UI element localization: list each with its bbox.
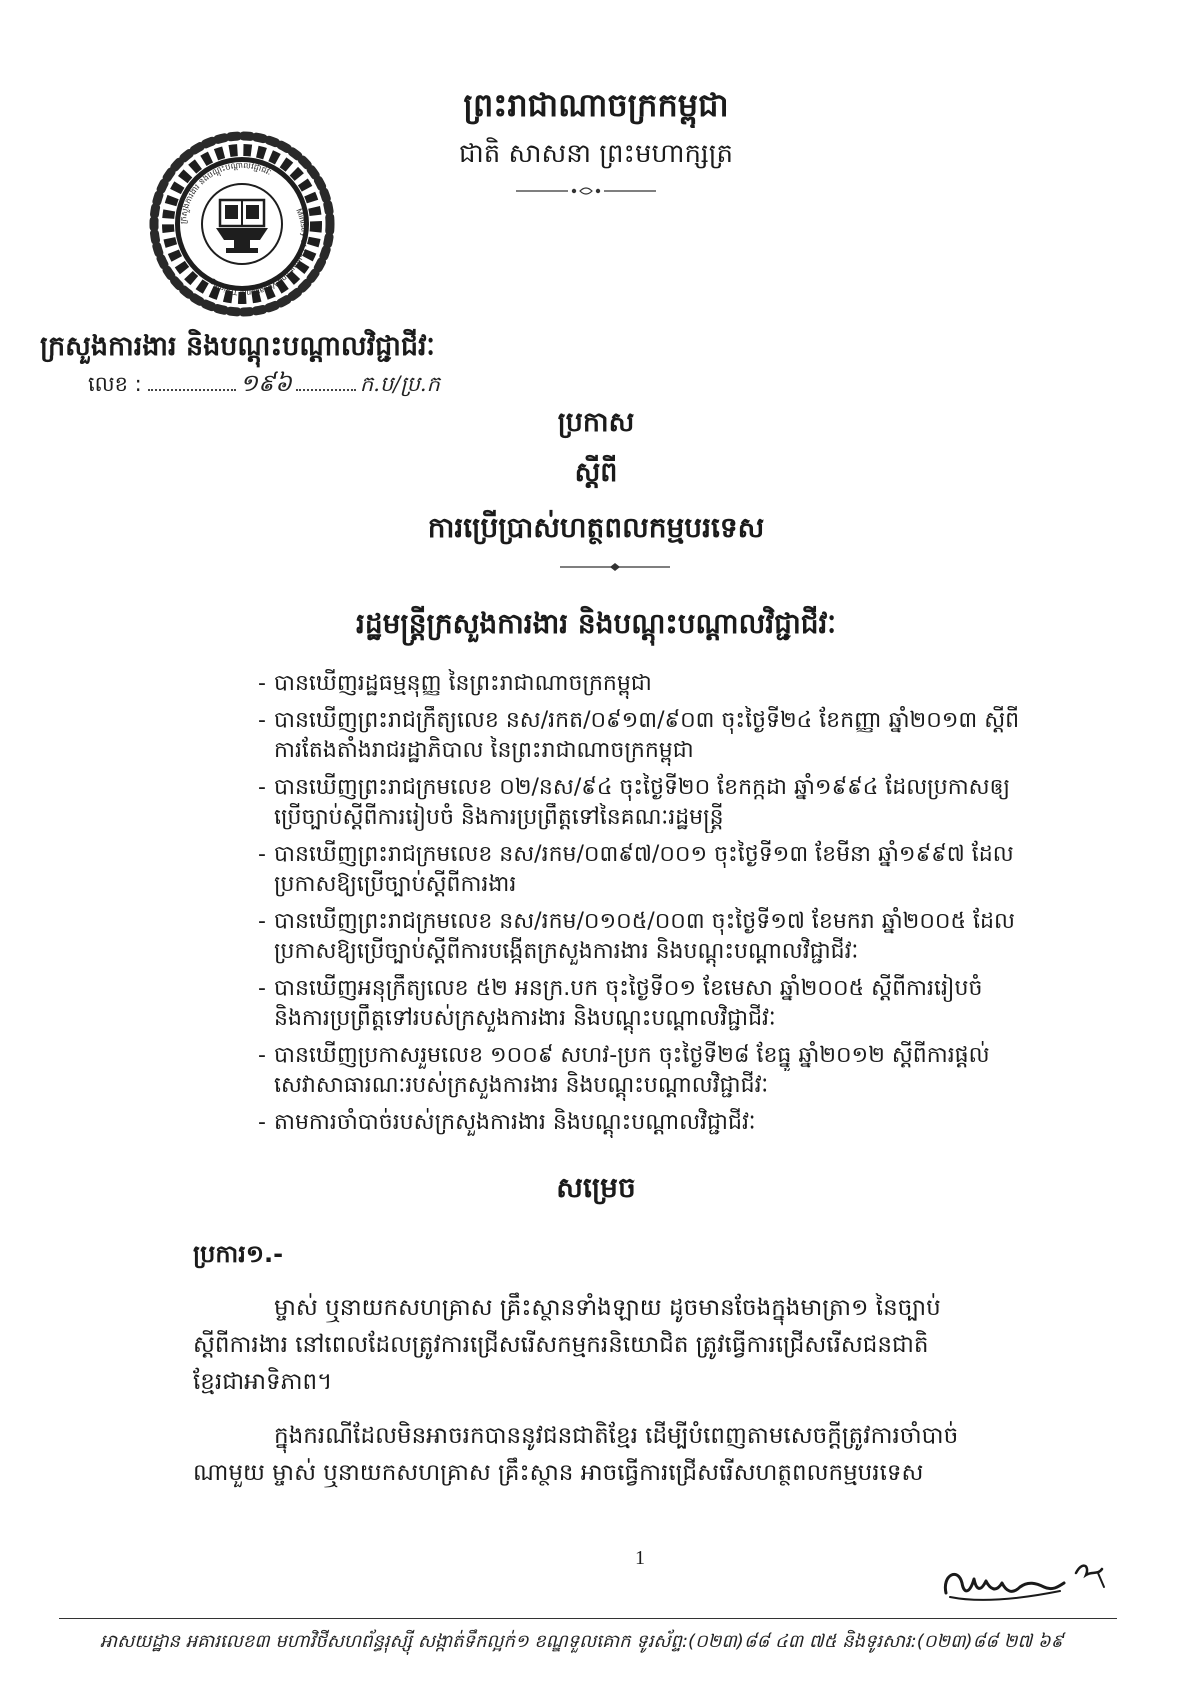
footer-divider xyxy=(59,1618,1117,1619)
bullet-marker: - xyxy=(258,842,266,867)
fill-leader xyxy=(148,369,236,391)
list-item-line: បានឃើញប្រកាសរួមលេខ ១០០៩ សហវ-ប្រក ចុះថ្ងៃទី២៨ ខែធ្នូ ឆ្នាំ២០១២ ស្តីពីការផ្តល់ xyxy=(274,1043,990,1068)
bullet-marker: - xyxy=(258,1043,266,1068)
bullet-marker: - xyxy=(258,909,266,934)
list-item-line: សេវាសាធារណៈរបស់ក្រសួងការងារ និងបណ្តុះបណ្តាលវិជ្ជាជីវៈ xyxy=(274,1073,769,1098)
list-item xyxy=(258,773,1088,833)
list-item-line: បានឃើញព្រះរាជក្រឹត្យលេខ នស/រកត/០៩១៣/៩០៣ ចុះថ្ងៃទី២៤ ខែកញ្ញា ឆ្នាំ២០១៣ ស្តីពី xyxy=(274,708,1020,733)
list-item-line: តាមការចាំបាច់របស់ក្រសួងការងារ និងបណ្តុះបណ្តាលវិជ្ជាជីវៈ xyxy=(274,1110,756,1135)
list-item xyxy=(258,907,1088,967)
paragraph-line: ខ្មែរជាអាទិភាព។ xyxy=(193,1369,333,1395)
national-motto: ជាតិ សាសនា ព្រះមហាក្សត្រ xyxy=(459,139,733,169)
article-paragraph xyxy=(193,1290,1085,1401)
fill-leader xyxy=(296,369,356,391)
issuing-ministry: ក្រសួងការងារ និងបណ្តុះបណ្តាលវិជ្ជាជីវៈ xyxy=(40,331,435,362)
list-item xyxy=(258,706,1088,766)
bullet-marker: - xyxy=(258,775,266,800)
list-item-line: ប្រើច្បាប់ស្តីពីការរៀបចំ និងការប្រព្រឹត្តទៅនៃគណៈរដ្ឋមន្ត្រី xyxy=(274,805,724,830)
bullet-marker: - xyxy=(258,671,266,696)
handwritten-signature xyxy=(940,1553,1110,1609)
paragraph-line: ម្ចាស់ ឬនាយកសហគ្រាស គ្រឹះស្ថានទាំងឡាយ ដូចមានចែងក្នុងមាត្រា១ នៃច្បាប់ xyxy=(274,1295,941,1321)
list-item-line: និងការប្រព្រឹត្តទៅរបស់ក្រសួងការងារ និងបណ្តុះបណ្តាលវិជ្ជាជីវៈ xyxy=(274,1006,776,1031)
decision-heading: សម្រេច xyxy=(556,1171,636,1204)
bullet-marker: - xyxy=(258,976,266,1001)
list-item xyxy=(258,1041,1088,1101)
reference-number-line xyxy=(88,366,508,400)
list-item-line: ការតែងតាំងរាជរដ្ឋាភិបាល នៃព្រះរាជាណាចក្រកម្ពុជា xyxy=(274,738,694,763)
list-item-line: បានឃើញព្រះរាជក្រមលេខ ០២/នស/៩៤ ចុះថ្ងៃទី២០ ខែកក្កដា ឆ្នាំ១៩៩៤ ដែលប្រកាសឲ្យ xyxy=(274,775,1011,800)
kingdom-heading: ព្រះរាជាណាចក្រកម្ពុជា xyxy=(463,86,729,124)
document-type: ប្រកាស xyxy=(557,407,635,438)
ministry-seal-logo xyxy=(146,128,338,320)
header-ornament-divider xyxy=(516,184,656,198)
paragraph-line: ក្នុងករណីដែលមិនអាចរកបាននូវជនជាតិខ្មែរ ដើម្បីបំពេញតាមសេចក្តីត្រូវការចាំបាច់ xyxy=(274,1423,959,1449)
list-item-line: ប្រកាសឱ្យប្រើច្បាប់ស្តីពីការបង្កើតក្រសួងការងារ និងបណ្តុះបណ្តាលវិជ្ជាជីវៈ xyxy=(274,939,859,964)
number-label: លេខ : xyxy=(88,372,142,396)
number-suffix: ក.ប/ប្រ.ក xyxy=(359,372,440,396)
considerations-list xyxy=(258,669,1088,1138)
list-item-line: បានឃើញព្រះរាជក្រមលេខ នស/រកម/០៣៩៧/០០១ ចុះថ្ងៃទី១៣ ខែមីនា ឆ្នាំ១៩៩៧ ដែល xyxy=(274,842,1014,867)
handwritten-number: ១៩៦ xyxy=(239,369,292,397)
list-item xyxy=(258,1108,1088,1138)
list-item xyxy=(258,840,1088,900)
page-number: 1 xyxy=(635,1547,645,1569)
logo-english-text: Ministry of Labour and Vocational Training xyxy=(207,207,309,298)
list-item xyxy=(258,974,1088,1034)
logo-khmer-text: ក្រសួងការងារ និងបណ្តុះបណ្តាលវិជ្ជាជីវៈ xyxy=(178,160,273,225)
list-item-line: ប្រកាសឱ្យប្រើច្បាប់ស្តីពីការងារ xyxy=(274,872,517,897)
bullet-marker: - xyxy=(258,708,266,733)
footer-address: អាសយដ្ឋាន អគារលេខ៣ មហាវិថីសហព័ន្ធរុស្ស៊ី សង្កាត់ទឹកល្អក់១ ខណ្ឌទួលគោក ទូរស័ព្ទ:(០២៣)៨៨ ៤៣ ៧៥ និងទូរសារ:(០២៣)៨៨ ២៧ ៦៩ xyxy=(100,1631,1064,1652)
document-about: ស្តីពី xyxy=(574,457,618,488)
list-item-line: បានឃើញអនុក្រឹត្យលេខ ៥២ អនក្រ.បក ចុះថ្ងៃទី០១ ខែមេសា ឆ្នាំ២០០៥ ស្តីពីការរៀបចំ xyxy=(274,976,983,1001)
paragraph-line: ស្តីពីការងារ នៅពេលដែលត្រូវការជ្រើសរើសកម្មករនិយោជិត ត្រូវធ្វើការជ្រើសរើសជនជាតិ xyxy=(193,1332,929,1358)
document-subject: ការប្រើប្រាស់ហត្ថពលកម្មបរទេស xyxy=(427,511,765,544)
list-item-line: បានឃើញព្រះរាជក្រមលេខ នស/រកម/០១០៥/០០៣ ចុះថ្ងៃទី១៧ ខែមករា ឆ្នាំ២០០៥ ដែល xyxy=(274,909,1015,934)
list-item xyxy=(258,669,1088,699)
bullet-marker: - xyxy=(258,1110,266,1135)
title-divider xyxy=(560,562,670,572)
paragraph-line: ណាមួយ ម្ចាស់ ឬនាយកសហគ្រាស គ្រឹះស្ថាន អាចធ្វើការជ្រើសរើសហត្ថពលកម្មបរទេស xyxy=(193,1460,924,1486)
article-heading: ប្រការ១.- xyxy=(193,1240,284,1268)
issuing-authority: រដ្ឋមន្ត្រីក្រសួងការងារ និងបណ្តុះបណ្តាលវិជ្ជាជីវៈ xyxy=(356,607,836,640)
list-item-line: បានឃើញរដ្ឋធម្មនុញ្ញ នៃព្រះរាជាណាចក្រកម្ពុជា xyxy=(274,671,652,696)
article-paragraph xyxy=(193,1418,1085,1492)
